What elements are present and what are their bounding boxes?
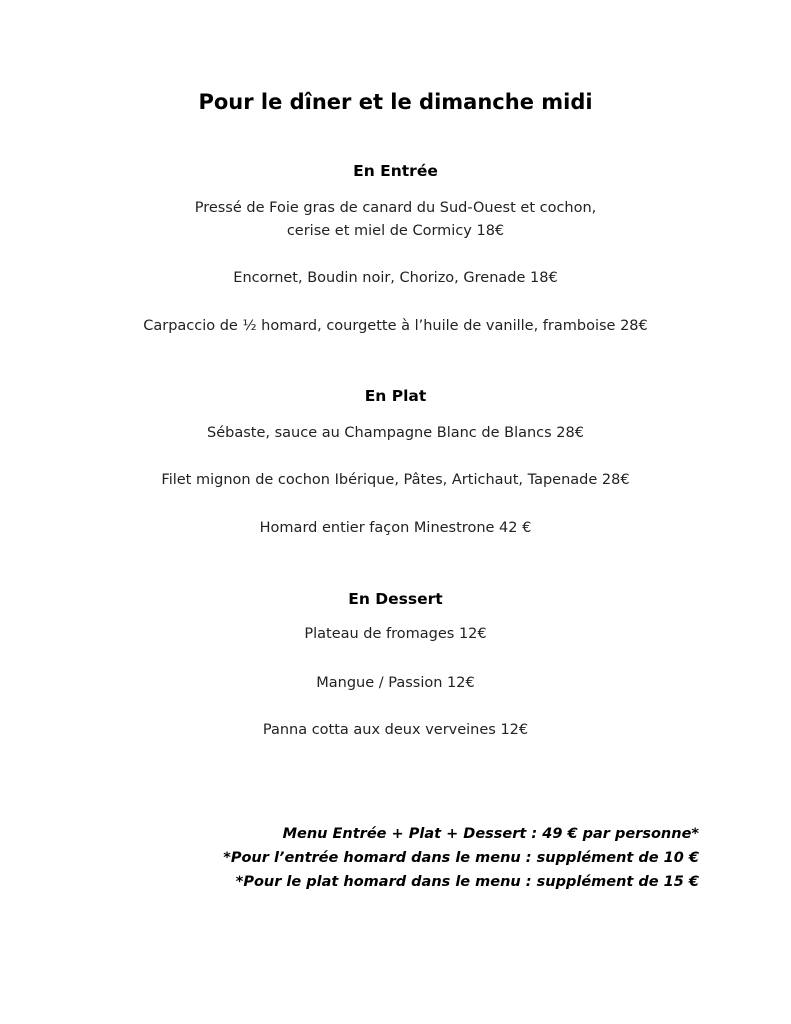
menu-item-line: Pressé de Foie gras de canard du Sud-Ouest et cochon, bbox=[194, 200, 597, 216]
menu-item-foie-gras bbox=[0, 197, 791, 243]
section-heading-plat: En Plat bbox=[364, 387, 427, 405]
menu-item-filet-mignon: Filet mignon de cochon Ibérique, Pâtes, Artichaut, Tapenade 28€ bbox=[161, 472, 630, 488]
menu-item-carpaccio: Carpaccio de ½ homard, courgette à l’huile de vanille, framboise 28€ bbox=[143, 318, 648, 334]
menu-item-line: cerise et miel de Cormicy 18€ bbox=[286, 223, 505, 239]
entree-supplement-note: *Pour l’entrée homard dans le menu : supplément de 10 € bbox=[223, 850, 699, 866]
plat-supplement-note: *Pour le plat homard dans le menu : supplément de 15 € bbox=[235, 874, 699, 890]
menu-item-sebaste: Sébaste, sauce au Champagne Blanc de Blancs 28€ bbox=[207, 425, 584, 441]
menu-item-encornet: Encornet, Boudin noir, Chorizo, Grenade 18€ bbox=[233, 270, 558, 286]
menu-item-mangue: Mangue / Passion 12€ bbox=[316, 675, 475, 691]
page-title: Pour le dîner et le dimanche midi bbox=[198, 90, 593, 114]
menu-item-panna-cotta: Panna cotta aux deux verveines 12€ bbox=[262, 722, 529, 738]
menu-item-fromages: Plateau de fromages 12€ bbox=[304, 626, 487, 642]
section-heading-dessert: En Dessert bbox=[348, 590, 443, 608]
section-heading-entree: En Entrée bbox=[353, 162, 438, 180]
menu-price-line: Menu Entrée + Plat + Dessert : 49 € par personne* bbox=[282, 826, 699, 842]
menu-item-homard-entier: Homard entier façon Minestrone 42 € bbox=[259, 520, 532, 536]
